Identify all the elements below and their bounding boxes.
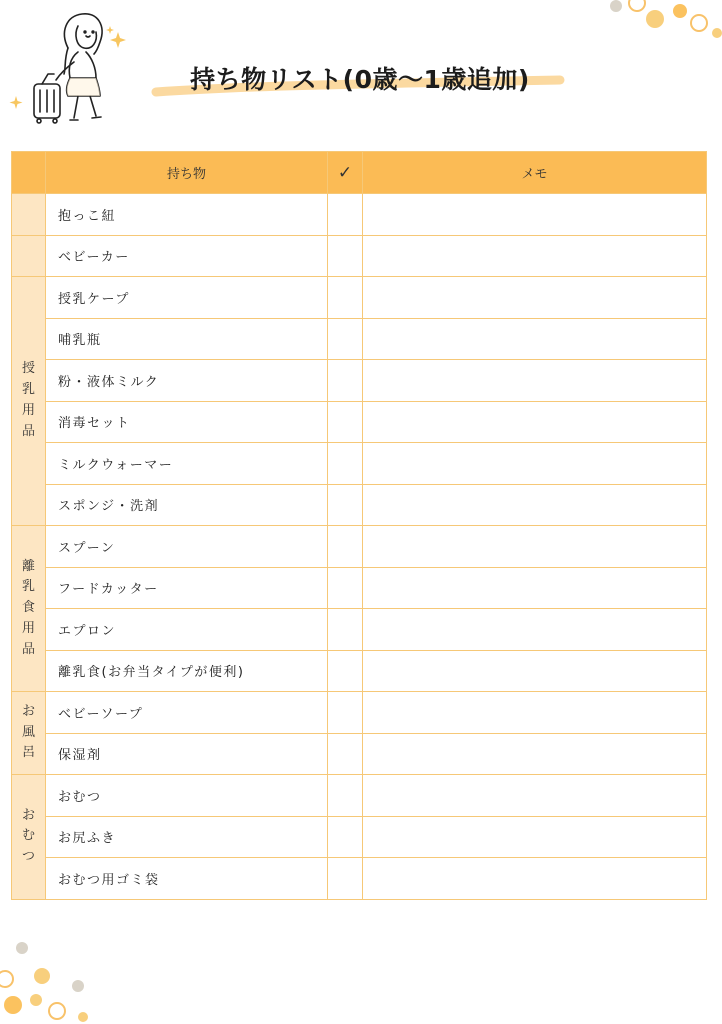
- memo-cell[interactable]: [363, 567, 707, 609]
- memo-cell[interactable]: [363, 360, 707, 402]
- check-cell[interactable]: [328, 692, 363, 734]
- table-row: [12, 360, 707, 402]
- check-cell[interactable]: [328, 858, 363, 900]
- check-cell[interactable]: [328, 526, 363, 568]
- memo-cell[interactable]: [363, 692, 707, 734]
- memo-cell[interactable]: [363, 526, 707, 568]
- memo-cell[interactable]: [363, 235, 707, 277]
- check-cell[interactable]: [328, 567, 363, 609]
- item-cell: 授乳ケープ: [46, 277, 328, 319]
- item-cell: お尻ふき: [46, 816, 328, 858]
- check-cell[interactable]: [328, 194, 363, 236]
- category-bath: お風呂: [12, 692, 46, 775]
- memo-cell[interactable]: [363, 484, 707, 526]
- table-row: [12, 526, 707, 568]
- check-cell[interactable]: [328, 277, 363, 319]
- table-row: [12, 733, 707, 775]
- decor-dot: [646, 10, 664, 28]
- memo-cell[interactable]: [363, 401, 707, 443]
- table-row: [12, 277, 707, 319]
- table-row: [12, 692, 707, 734]
- memo-cell[interactable]: [363, 318, 707, 360]
- item-cell: フードカッター: [46, 567, 328, 609]
- table-row: [12, 567, 707, 609]
- checklist-table: [11, 151, 707, 900]
- check-cell[interactable]: [328, 609, 363, 651]
- table-row: [12, 443, 707, 485]
- header-memo: メモ: [363, 152, 707, 194]
- item-cell: おむつ: [46, 775, 328, 817]
- category-cell-empty: [12, 235, 46, 277]
- table-row: [12, 484, 707, 526]
- item-cell: 哺乳瓶: [46, 318, 328, 360]
- table-row: [12, 235, 707, 277]
- checkmark-icon: ✓: [337, 162, 353, 183]
- check-cell[interactable]: [328, 360, 363, 402]
- memo-cell[interactable]: [363, 194, 707, 236]
- item-cell: ベビーカー: [46, 235, 328, 277]
- check-cell[interactable]: [328, 816, 363, 858]
- memo-cell[interactable]: [363, 609, 707, 651]
- item-cell: 離乳食(お弁当タイプが便利): [46, 650, 328, 692]
- memo-cell[interactable]: [363, 858, 707, 900]
- decor-ring: [628, 0, 646, 12]
- item-cell: スポンジ・洗剤: [46, 484, 328, 526]
- decor-dot: [34, 968, 50, 984]
- table-header-row: [12, 152, 707, 194]
- decor-ring: [0, 970, 14, 988]
- category-weaning: 離乳食用品: [12, 526, 46, 692]
- page-title: 持ち物リスト(0歳〜1歳追加): [190, 65, 530, 94]
- item-cell: ミルクウォーマー: [46, 443, 328, 485]
- check-cell[interactable]: [328, 484, 363, 526]
- check-cell[interactable]: [328, 733, 363, 775]
- decor-dot: [610, 0, 622, 12]
- traveler-girl-illustration: [8, 8, 138, 130]
- table-row: [12, 858, 707, 900]
- check-cell[interactable]: [328, 318, 363, 360]
- table-row: [12, 775, 707, 817]
- check-cell[interactable]: [328, 443, 363, 485]
- header-item: 持ち物: [46, 152, 328, 194]
- item-cell: エプロン: [46, 609, 328, 651]
- table-row: [12, 816, 707, 858]
- table-row: [12, 401, 707, 443]
- check-cell[interactable]: [328, 775, 363, 817]
- decor-dot: [78, 1012, 88, 1022]
- item-cell: 保湿剤: [46, 733, 328, 775]
- memo-cell[interactable]: [363, 733, 707, 775]
- item-cell: 抱っこ紐: [46, 194, 328, 236]
- item-cell: 消毒セット: [46, 401, 328, 443]
- decor-dot: [4, 996, 22, 1014]
- item-cell: おむつ用ゴミ袋: [46, 858, 328, 900]
- memo-cell[interactable]: [363, 443, 707, 485]
- check-cell[interactable]: [328, 235, 363, 277]
- decor-dot: [16, 942, 28, 954]
- check-cell[interactable]: [328, 401, 363, 443]
- decor-ring: [48, 1002, 66, 1020]
- item-cell: スプーン: [46, 526, 328, 568]
- memo-cell[interactable]: [363, 816, 707, 858]
- decor-dot: [712, 28, 722, 38]
- table-row: [12, 650, 707, 692]
- table-row: [12, 194, 707, 236]
- memo-cell[interactable]: [363, 775, 707, 817]
- category-cell-empty: [12, 194, 46, 236]
- check-cell[interactable]: [328, 650, 363, 692]
- memo-cell[interactable]: [363, 277, 707, 319]
- decor-dot: [30, 994, 42, 1006]
- decor-ring: [690, 14, 708, 32]
- header-category-cell: [12, 152, 46, 194]
- page-title-area: [150, 56, 570, 104]
- memo-cell[interactable]: [363, 650, 707, 692]
- header-check: [328, 152, 363, 194]
- decor-dot: [673, 4, 687, 18]
- decor-dot: [72, 980, 84, 992]
- category-feeding: 授乳用品: [12, 277, 46, 526]
- table-row: [12, 318, 707, 360]
- table-row: [12, 609, 707, 651]
- item-cell: 粉・液体ミルク: [46, 360, 328, 402]
- category-diaper: おむつ: [12, 775, 46, 900]
- item-cell: ベビーソープ: [46, 692, 328, 734]
